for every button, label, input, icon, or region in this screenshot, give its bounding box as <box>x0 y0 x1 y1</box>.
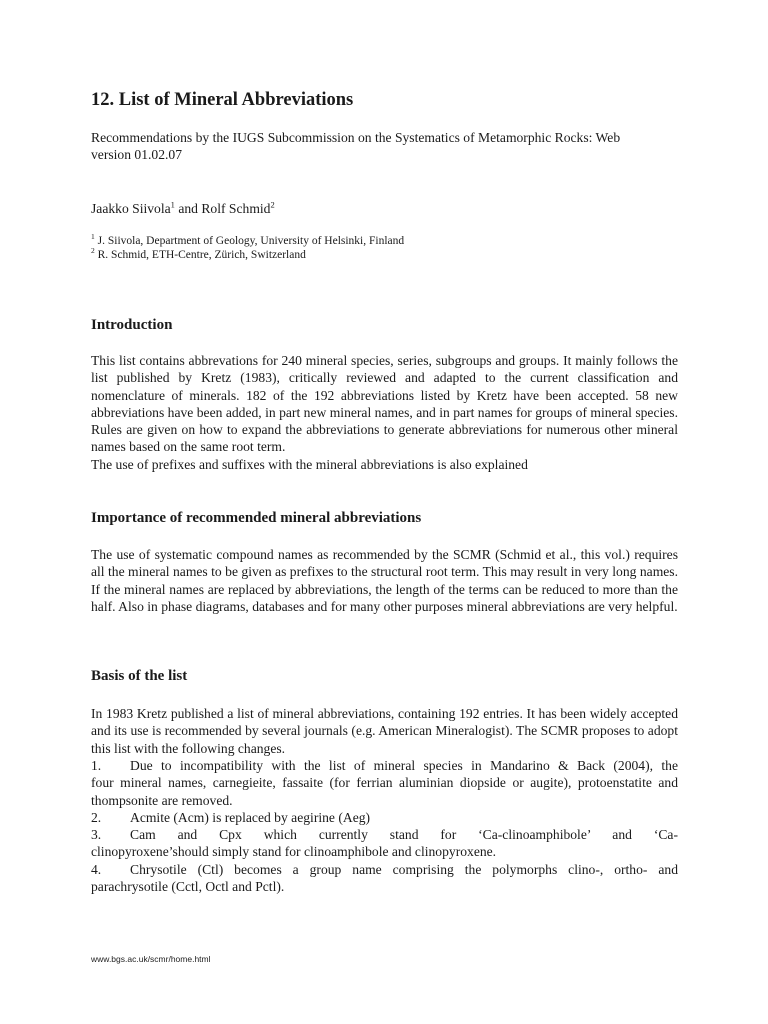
footer-url: www.bgs.ac.uk/scmr/home.html <box>91 954 211 964</box>
importance-heading: Importance of recommended mineral abbreviations <box>91 510 422 526</box>
author-1-sup: 1 <box>170 199 175 210</box>
author-1-name: Jaakko Siivola <box>91 201 171 216</box>
affiliation-1-sup: 1 <box>91 232 95 242</box>
basis-list <box>91 757 678 895</box>
list-item-number: 1. <box>91 758 102 773</box>
list-item-first-line <box>91 757 678 774</box>
list-item-continuation: four mineral names, carnegieite, fassaite (for ferrian aluminian diopside or augite), protoenstatite and thompsonite are removed. <box>91 775 678 808</box>
affiliation-2-sup: 2 <box>91 246 95 256</box>
introduction-paragraph-text: This list contains abbrevations for 240 mineral species, series, subgroups and groups. It mainly follows the list published by Kretz (1983), critically reviewed and adapted to the current classification and nomenclature of minerals. 182 of the 192 abbreviations listed by Kretz have been accepted. 58 new abbreviations have been added, in part new mineral names, and in part names for groups of mineral species. Rules are given on how to expand the abbreviations to generate abbreviations for numerous other mineral names based on the same root term. <box>91 353 678 455</box>
introduction-paragraph <box>91 352 678 473</box>
list-item-text: Acmite (Acm) is replaced by aegirine (Aeg) <box>130 809 371 825</box>
list-item-first-line <box>91 861 678 878</box>
author-2-sup: 2 <box>270 199 275 210</box>
affiliation-2 <box>91 248 306 262</box>
list-item-text: Due to incompatibility with the list of mineral species in Mandarino & Back (2004), the <box>130 758 678 773</box>
list-item-number: 2. <box>91 809 102 825</box>
subtitle-line-1: Recommendations by the IUGS Subcommission on the Systematics of Metamorphic Rocks: Web <box>91 130 621 145</box>
list-item-text: Cam and Cpx which currently stand for ‘Ca-clinoamphibole’ and ‘Ca- <box>130 827 678 843</box>
introduction-heading: Introduction <box>91 317 173 333</box>
list-item-first-line <box>91 809 678 826</box>
list-item-first-line <box>91 826 678 843</box>
list-item <box>91 826 678 861</box>
list-item-number: 4. <box>91 861 102 877</box>
list-item <box>91 757 678 809</box>
introduction-paragraph-2: The use of prefixes and suffixes with the mineral abbreviations is also explained <box>91 456 528 472</box>
subtitle <box>91 129 678 164</box>
affiliation-2-text: R. Schmid, ETH-Centre, Zürich, Switzerland <box>94 249 306 261</box>
author-2-name: Rolf Schmid <box>201 201 271 216</box>
authors-and: and <box>174 201 202 216</box>
basis-heading: Basis of the list <box>91 668 188 684</box>
list-item-number: 3. <box>91 827 102 843</box>
affiliation-1 <box>91 234 404 248</box>
list-item <box>91 809 678 826</box>
affiliation-1-text: J. Siivola, Department of Geology, University of Helsinki, Finland <box>94 235 405 247</box>
basis-paragraph: In 1983 Kretz published a list of mineral abbreviations, containing 192 entries. It has been widely accepted and its use is recommended by several journals (e.g. American Mineralogist). The SCMR proposes to adopt this list with the following changes. <box>91 706 678 756</box>
subtitle-line-2: version 01.02.07 <box>91 147 182 163</box>
list-item-text: Chrysotile (Ctl) becomes a group name comprising the polymorphs clino-, ortho- and <box>130 861 678 877</box>
list-item-continuation: parachrysotile (Cctl, Octl and Pctl). <box>91 879 285 895</box>
list-item <box>91 861 678 896</box>
document-title: 12. List of Mineral Abbreviations <box>91 90 354 110</box>
list-item-continuation: clinopyroxene’should simply stand for clinoamphibole and clinopyroxene. <box>91 844 497 860</box>
authors-line <box>91 200 678 217</box>
importance-paragraph: The use of systematic compound names as recommended by the SCMR (Schmid et al., this vol.) requires all the mineral names to be given as prefixes to the structural root term. This may result in very long names. If the mineral names are replaced by abbreviations, the length of the terms can be reduced to more than the half. Also in phase diagrams, databases and for many other purposes mineral abbreviations are very helpful. <box>91 547 678 614</box>
